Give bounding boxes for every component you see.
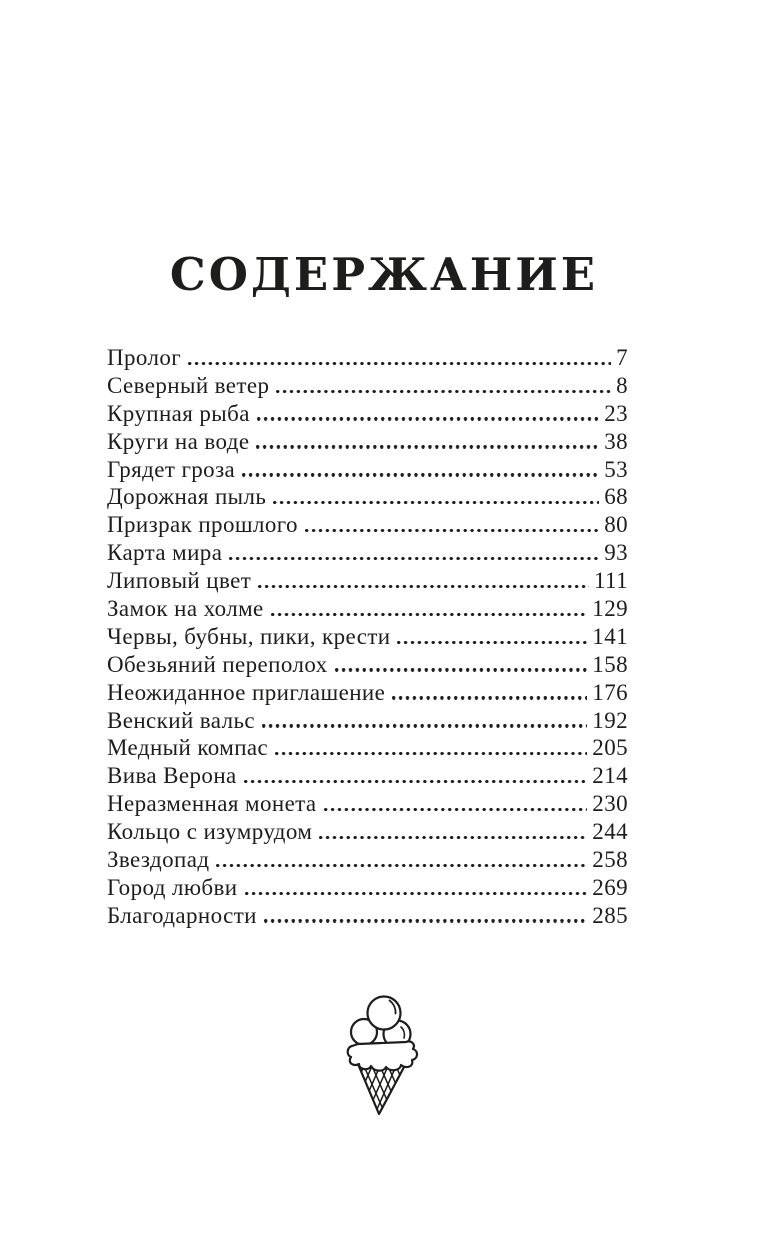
toc-entry-page: 269 [592,874,628,900]
toc-entry-title: Медный компас [107,735,269,761]
toc-entry-page: 244 [592,819,628,845]
toc-entry-title: Город любви [107,874,238,900]
toc-entry-page: 141 [592,623,628,649]
toc-entry-page: 258 [592,847,628,873]
toc-entry-page: 176 [592,679,628,705]
toc-entry-page: 111 [594,568,628,594]
toc-entry-page: 53 [604,456,628,482]
toc-entry-title: Липовый цвет [107,568,252,594]
toc-entry-title: Кольцо с изумрудом [107,819,313,845]
toc-leader-dots [216,864,587,867]
toc-entry-page: 214 [592,763,628,789]
toc-entry [107,846,628,874]
toc-entry [107,428,628,456]
toc-leader-dots [245,892,588,895]
page-title: СОДЕРЖАНИЕ [169,248,599,301]
toc-entry [107,651,628,679]
toc-entry-page: 158 [592,651,628,677]
toc-leader-dots [397,641,587,644]
toc-entry-title: Грядет гроза [107,456,236,482]
toc-entry-page: 192 [592,707,628,733]
toc-leader-dots [264,919,587,922]
toc-entry-page: 230 [592,791,628,817]
toc-entry-page: 38 [604,428,628,454]
toc-entry [107,344,628,372]
toc-entry [107,511,628,539]
toc-leader-dots [242,473,599,476]
toc-entry-title: Карта мира [107,540,223,566]
toc-leader-dots [244,780,588,783]
toc-entry [107,623,628,651]
toc-entry-title: Неожиданное приглашение [107,679,386,705]
ice-cream-cone-icon [344,988,424,1118]
toc-leader-dots [392,696,587,699]
toc-entry [107,567,628,595]
toc-leader-dots [257,417,599,420]
toc-entry [107,902,628,930]
toc-entry [107,818,628,846]
toc-leader-dots [262,724,587,727]
toc-entry-page: 23 [604,400,628,426]
toc-entry-title: Северный ветер [107,372,270,398]
toc-leader-dots [188,362,611,365]
toc-entry [107,483,628,511]
toc-entry-page: 8 [616,372,628,398]
toc-entry-title: Благодарности [107,902,257,928]
toc-entry [107,790,628,818]
toc-entry-page: 129 [592,596,628,622]
toc-entry-page: 285 [592,902,628,928]
toc-entry-title: Червы, бубны, пики, крести [107,623,391,649]
toc-leader-dots [335,668,588,671]
toc-entry-title: Круги на воде [107,428,250,454]
toc-entry-title: Обезьяний переполох [107,651,328,677]
toc-entry-title: Неразменная монета [107,791,317,817]
toc-leader-dots [275,752,587,755]
toc-leader-dots [319,836,587,839]
toc-entry [107,539,628,567]
toc-leader-dots [305,529,599,532]
toc-entry [107,707,628,735]
toc-entry-title: Дорожная пыль [107,484,267,510]
toc-entry-page: 80 [604,512,628,538]
toc-entry [107,400,628,428]
toc-leader-dots [229,557,599,560]
toc-leader-dots [276,390,611,393]
toc-entry [107,734,628,762]
toc-entry [107,456,628,484]
toc-entry [107,762,628,790]
ice-cream-illustration [344,988,424,1118]
toc-entry [107,595,628,623]
toc-leader-dots [324,808,588,811]
toc-entry [107,679,628,707]
toc-list [107,344,628,930]
toc-entry-title: Вива Верона [107,763,237,789]
toc-leader-dots [258,585,589,588]
toc-leader-dots [273,501,599,504]
toc-entry-title: Пролог [107,345,182,370]
toc-entry-page: 93 [604,540,628,566]
toc-entry-page: 7 [616,345,628,370]
toc-entry [107,874,628,902]
toc-entry-title: Крупная рыба [107,400,250,426]
toc-leader-dots [271,613,588,616]
toc-entry [107,372,628,400]
toc-entry-page: 205 [592,735,628,761]
toc-entry-page: 68 [604,484,628,510]
toc-entry-title: Призрак прошлого [107,512,298,538]
toc-leader-dots [256,445,599,448]
toc-entry-title: Замок на холме [107,596,264,622]
toc-entry-title: Венский вальс [107,707,255,733]
toc-entry-title: Звездопад [107,847,210,873]
